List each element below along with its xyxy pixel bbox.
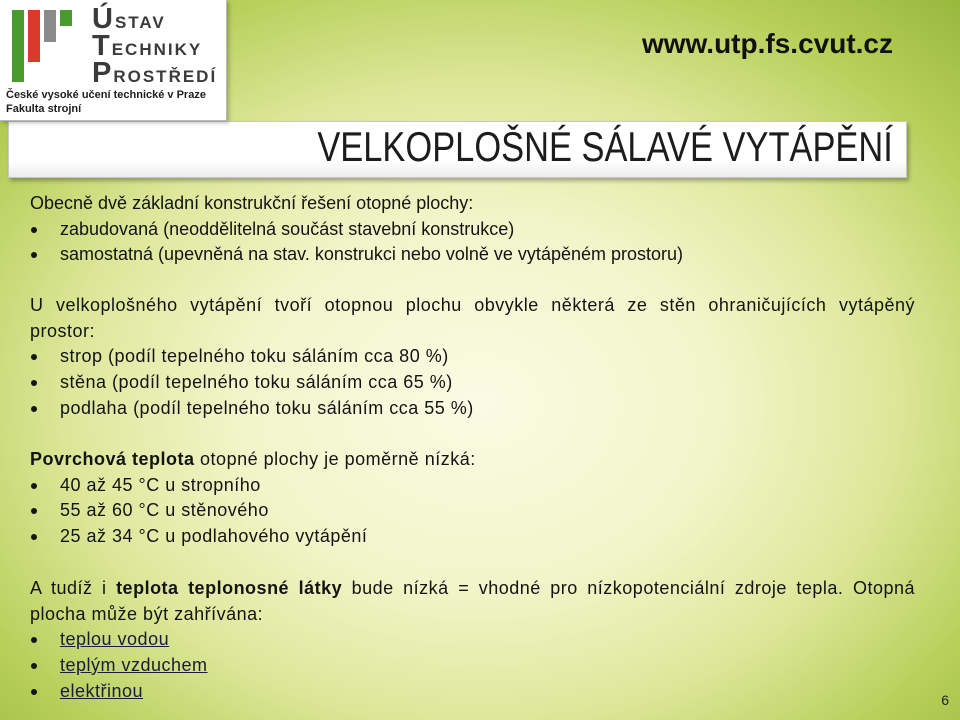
header-url: www.utp.fs.cvut.cz bbox=[642, 28, 893, 59]
list-item bbox=[30, 396, 915, 422]
bullet-icon bbox=[31, 637, 37, 643]
list-item bbox=[30, 473, 915, 499]
intro-bold-text: teplota teplonosné látky bbox=[116, 578, 343, 598]
bullet-icon bbox=[31, 534, 37, 540]
bullet-icon bbox=[31, 354, 37, 360]
link-warm-air[interactable]: teplým vzduchem bbox=[60, 655, 208, 676]
section-intro-line-2: prostor: bbox=[30, 320, 96, 341]
list-item-text: 25 až 34 °C u podlahového vytápění bbox=[60, 526, 368, 547]
list-item-text: zabudovaná (neoddělitelná součást stavební konstrukce) bbox=[60, 218, 515, 239]
logo-line-prostredi: PROSTŘEDÍ bbox=[92, 57, 218, 89]
slide-number: 6 bbox=[941, 692, 949, 708]
logo-university: České vysoké učení technické v Praze bbox=[6, 89, 206, 101]
institute-logo bbox=[0, 0, 227, 121]
list-item bbox=[30, 679, 915, 705]
list-item-text: podlaha (podíl tepelného toku sáláním cca 55 %) bbox=[60, 397, 474, 418]
list-item bbox=[30, 344, 915, 370]
list-item-text: strop (podíl tepelného toku sáláním cca 80 %) bbox=[60, 346, 449, 367]
bullet-icon bbox=[31, 252, 37, 258]
intro-bold-text: Povrchová teplota bbox=[30, 449, 195, 469]
logo-line-ustav: ÚSTAV bbox=[92, 3, 166, 35]
logo-line-techniky: TECHNIKY bbox=[92, 30, 203, 62]
bullet-icon bbox=[31, 406, 37, 412]
bullet-icon bbox=[31, 508, 37, 514]
list-item bbox=[30, 498, 915, 524]
intro-text-end: bude nízká = vhodné pro nízkopotenciální zdroje tepla. Otopná bbox=[342, 578, 915, 598]
section-intro: Obecně dvě základní konstrukční řešení otopné plochy: bbox=[30, 193, 474, 213]
list-item-text: samostatná (upevněná na stav. konstrukci nebo volně ve vytápěném prostoru) bbox=[60, 244, 684, 265]
list-item bbox=[30, 653, 915, 679]
section-heating-surfaces bbox=[30, 293, 915, 421]
bullet-icon bbox=[31, 380, 37, 386]
list-item bbox=[30, 370, 915, 396]
list-item bbox=[30, 242, 915, 268]
intro-text: otopné plochy je poměrně nízká: bbox=[194, 449, 476, 469]
list-item bbox=[30, 524, 915, 550]
list-item-text: stěna (podíl tepelného toku sáláním cca 65 %) bbox=[60, 372, 453, 393]
list-item bbox=[30, 217, 915, 243]
list-item-text: 55 až 60 °C u stěnového bbox=[60, 500, 269, 521]
bullet-icon bbox=[31, 227, 37, 233]
logo-faculty: Fakulta strojní bbox=[6, 103, 82, 115]
link-electricity[interactable]: elektřinou bbox=[60, 680, 144, 701]
section-intro-line-1: U velkoplošného vytápění tvoří otopnou plochu obvykle některá ze stěn ohraničujících vytápěný bbox=[30, 295, 915, 315]
bullet-icon bbox=[31, 689, 37, 695]
bullet-icon bbox=[31, 663, 37, 669]
link-warm-water[interactable]: teplou vodou bbox=[60, 629, 170, 650]
section-heat-sources bbox=[30, 576, 915, 704]
list-item bbox=[30, 627, 915, 653]
section-intro-line-2: plocha může být zahřívána: bbox=[30, 603, 264, 624]
intro-text-start: A tudíž i bbox=[30, 578, 117, 598]
bullet-icon bbox=[31, 483, 37, 489]
section-intro bbox=[30, 447, 915, 473]
list-item-text: 40 až 45 °C u stropního bbox=[60, 474, 261, 495]
logo-graphic-icon bbox=[6, 6, 86, 84]
section-intro-line-1 bbox=[30, 576, 915, 602]
section-construction-types bbox=[30, 191, 915, 268]
slide-title: VELKOPLOŠNÉ SÁLAVÉ VYTÁPĚNÍ bbox=[317, 123, 893, 170]
section-surface-temperature bbox=[30, 447, 915, 550]
